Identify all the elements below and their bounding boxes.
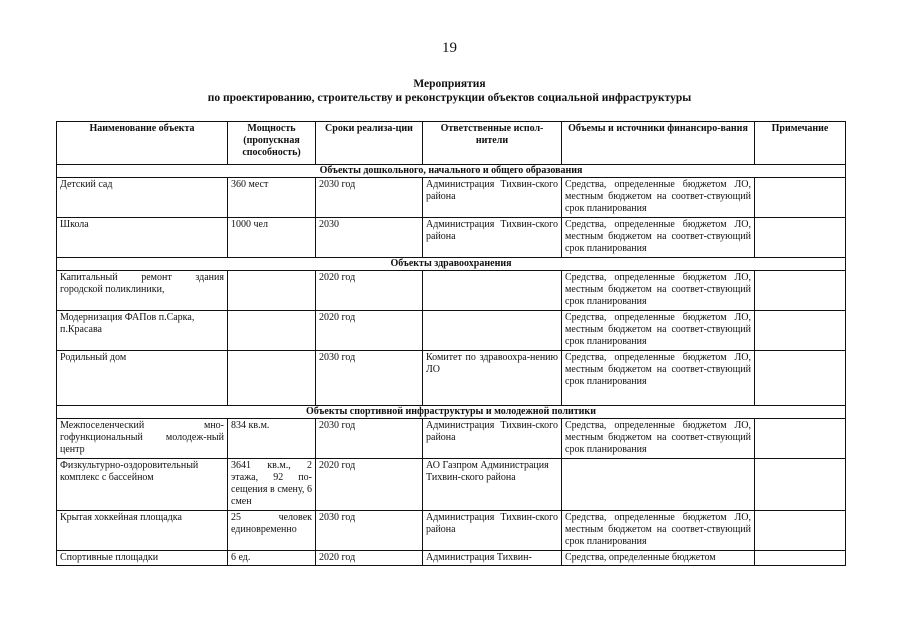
cell-period: 2030: [316, 218, 423, 258]
cell-name: Детский сад: [57, 178, 228, 218]
cell-capacity: [228, 351, 316, 406]
section-row: [57, 165, 846, 178]
cell-financing: Средства, определенные бюджетом ЛО, местным бюджетом на соответ-ствующий срок планирования: [562, 218, 755, 258]
cell-period: 2020 год: [316, 271, 423, 311]
page-number: 19: [442, 40, 457, 56]
table-row: [57, 218, 846, 258]
cell-note: [755, 271, 846, 311]
cell-financing: Средства, определенные бюджетом ЛО, местным бюджетом на соответ-ствующий срок планирования: [562, 419, 755, 459]
cell-responsible: Администрация Тихвин-ского района: [423, 419, 562, 459]
cell-note: [755, 311, 846, 351]
cell-name: Спортивные площадки: [57, 551, 228, 566]
cell-capacity: 25 человек единовременно: [228, 511, 316, 551]
cell-capacity: [228, 271, 316, 311]
section-title: Объекты спортивной инфраструктуры и молодежной политики: [57, 406, 846, 419]
table-row: [57, 178, 846, 218]
title-line-1: Мероприятия: [413, 78, 486, 90]
cell-financing: Средства, определенные бюджетом ЛО, местным бюджетом на соответ-ствующий срок планирования: [562, 311, 755, 351]
document-title: [0, 77, 899, 105]
cell-responsible: [423, 311, 562, 351]
cell-period: 2030 год: [316, 511, 423, 551]
cell-period: 2030 год: [316, 178, 423, 218]
cell-capacity: 6 ед.: [228, 551, 316, 566]
cell-note: [755, 419, 846, 459]
cell-name: Крытая хоккейная площадка: [57, 511, 228, 551]
section-row: [57, 406, 846, 419]
cell-name: Физкультурно-оздоровительный комплекс с бассейном: [57, 459, 228, 511]
table-row: [57, 511, 846, 551]
cell-capacity: 3641 кв.м., 2 этажа, 92 по-сещения в смену, 6 смен: [228, 459, 316, 511]
cell-name: Капитальный ремонт здания городской поликлиники,: [57, 271, 228, 311]
cell-financing: Средства, определенные бюджетом ЛО, местным бюджетом на соответ-ствующий срок планирования: [562, 271, 755, 311]
header-name: Наименование объекта: [57, 122, 228, 165]
cell-note: [755, 551, 846, 566]
cell-period: 2020 год: [316, 551, 423, 566]
header-responsible: Ответственные испол-нители: [423, 122, 562, 165]
cell-responsible: АО Газпром Администрация Тихвин-ского района: [423, 459, 562, 511]
cell-financing: Средства, определенные бюджетом ЛО, местным бюджетом на соответ-ствующий срок планирования: [562, 351, 755, 406]
table-row: [57, 351, 846, 406]
cell-financing: Средства, определенные бюджетом: [562, 551, 755, 566]
table-row: [57, 419, 846, 459]
title-line-2: по проектированию, строительству и реконструкции объектов социальной инфраструктуры: [207, 92, 692, 104]
header-note: Примечание: [755, 122, 846, 165]
section-title: Объекты дошкольного, начального и общего образования: [57, 165, 846, 178]
header-period: Сроки реализа-ции: [316, 122, 423, 165]
table-row: [57, 311, 846, 351]
cell-capacity: 834 кв.м.: [228, 419, 316, 459]
header-financing: Объемы и источники финансиро-вания: [562, 122, 755, 165]
cell-period: 2020 год: [316, 459, 423, 511]
table-row: [57, 459, 846, 511]
cell-note: [755, 178, 846, 218]
header-capacity: Мощность (пропускная способность): [228, 122, 316, 165]
cell-period: 2030 год: [316, 419, 423, 459]
section-row: [57, 258, 846, 271]
cell-responsible: Администрация Тихвин-ского района: [423, 218, 562, 258]
table-row: [57, 551, 846, 566]
cell-capacity: [228, 311, 316, 351]
cell-name: Межпоселенческий мно-гофункциональный молодеж-ный центр: [57, 419, 228, 459]
cell-financing: [562, 459, 755, 511]
cell-responsible: Администрация Тихвин-ского района: [423, 178, 562, 218]
section-title: Объекты здравоохранения: [57, 258, 846, 271]
cell-note: [755, 218, 846, 258]
cell-period: 2020 год: [316, 311, 423, 351]
cell-financing: Средства, определенные бюджетом ЛО, местным бюджетом на соответ-ствующий срок планирования: [562, 511, 755, 551]
cell-capacity: 1000 чел: [228, 218, 316, 258]
table-row: [57, 271, 846, 311]
cell-name: Школа: [57, 218, 228, 258]
cell-note: [755, 459, 846, 511]
cell-note: [755, 351, 846, 406]
cell-responsible: Администрация Тихвин-: [423, 551, 562, 566]
cell-name: Модернизация ФАПов п.Сарка, п.Красава: [57, 311, 228, 351]
social-infrastructure-table: [56, 121, 846, 566]
cell-name: Родильный дом: [57, 351, 228, 406]
cell-responsible: Комитет по здравоохра-нению ЛО: [423, 351, 562, 406]
cell-note: [755, 511, 846, 551]
cell-capacity: 360 мест: [228, 178, 316, 218]
table-header-row: [57, 122, 846, 165]
cell-period: 2030 год: [316, 351, 423, 406]
cell-financing: Средства, определенные бюджетом ЛО, местным бюджетом на соответ-ствующий срок планирования: [562, 178, 755, 218]
cell-responsible: [423, 271, 562, 311]
cell-responsible: Администрация Тихвин-ского района: [423, 511, 562, 551]
